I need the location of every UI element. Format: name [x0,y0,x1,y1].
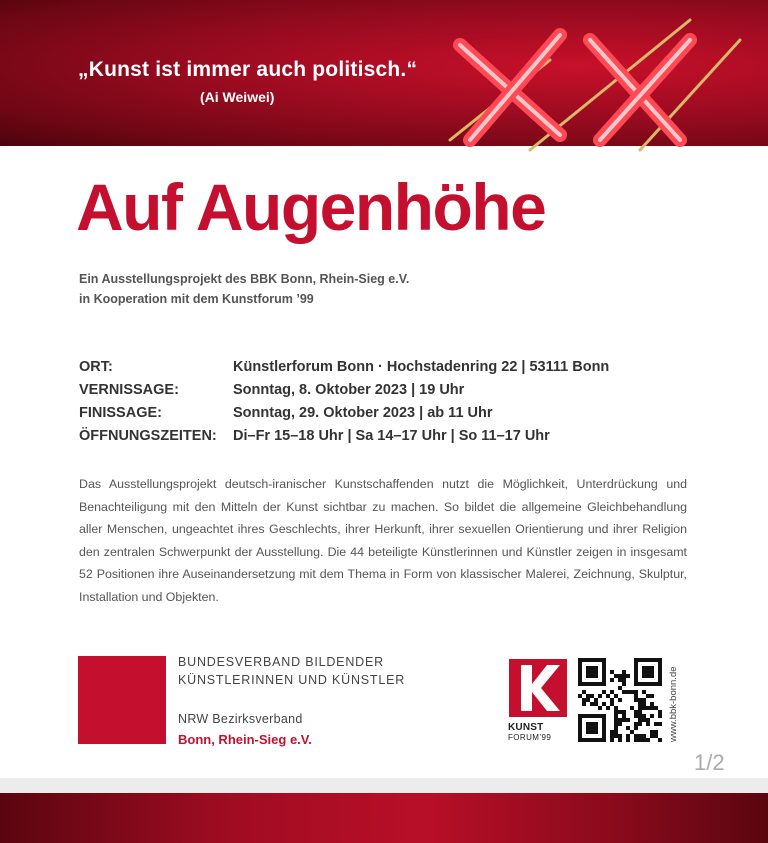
qr-code-icon [578,658,662,742]
info-value: Sonntag, 8. Oktober 2023 | 19 Uhr [233,382,465,398]
info-value: Di–Fr 15–18 Uhr | Sa 14–17 Uhr | So 11–17 Uhr [233,428,550,444]
kunstforum-k-icon [509,659,567,717]
bbk-logo [78,656,201,744]
description-paragraph: Das Ausstellungsprojekt deutsch-iranischer Kunstschaffenden nutzt die Möglichkeit, Unterdrückung und Benachteiligung mit den Mitteln der Kunst sichtbar zu machen. So bildet die allgemeine Gleichbehandlung aller Menschen, ungeachtet ihres Geschlechts, ihrer Herkunft, ihrer sexuellen Orientierung und ihrer Religion den zentralen Schwerpunkt der Ausstellung. Die 44 beteiligte Künstlerinnen und Künstler zeigen in insgesamt 52 Positionen ihre Auseinandersetzung mit dem Thema in Form von klassischer Malerei, Zeichnung, Skulptur, Installation und Objekten. [79,477,687,604]
bbk-region-line: NRW Bezirksverband [178,712,303,726]
quote-author: (Ai Weiwei) [200,89,275,105]
info-row-opening-hours [79,428,550,444]
info-label: ÖFFNUNGSZEITEN: [79,428,217,444]
page-title: Auf Augenhöhe [76,170,546,244]
page-indicator: 1/2 [694,750,725,775]
header-banner [0,0,768,146]
info-label: FINISSAGE: [79,405,162,421]
bbk-name-line-2: KÜNSTLERINNEN UND KÜNSTLER [178,673,406,687]
kunstforum-subname: FORUM’99 [508,733,552,742]
subtitle-line-1: Ein Ausstellungsprojekt des BBK Bonn, Rhein-Sieg e.V. [79,272,410,286]
info-value: Sonntag, 29. Oktober 2023 | ab 11 Uhr [233,405,493,421]
info-label: ORT: [79,359,113,375]
website-url: www.bbk-bonn.de [668,666,679,742]
info-label: VERNISSAGE: [79,382,179,398]
bbk-logo-icon [78,656,201,744]
quote-text: „Kunst ist immer auch politisch.“ [78,58,418,81]
info-row-location [79,359,609,375]
neon-cross-artwork [440,0,768,146]
svg-text:BBK: BBK [167,668,201,732]
subtitle-line-2: in Kooperation mit dem Kunstforum ’99 [79,292,314,306]
bbk-name-line-1: BUNDESVERBAND BILDENDER [178,655,384,669]
kunstforum-name: KUNST [508,722,544,733]
kunstforum-logo [509,659,567,717]
info-row-finissage [79,405,493,421]
bbk-city-line: Bonn, Rhein-Sieg e.V. [178,732,312,747]
next-page-preview [0,793,768,843]
info-value: Künstlerforum Bonn · Hochstadenring 22 | 53111 Bonn [233,359,610,375]
info-row-vernissage [79,382,464,398]
